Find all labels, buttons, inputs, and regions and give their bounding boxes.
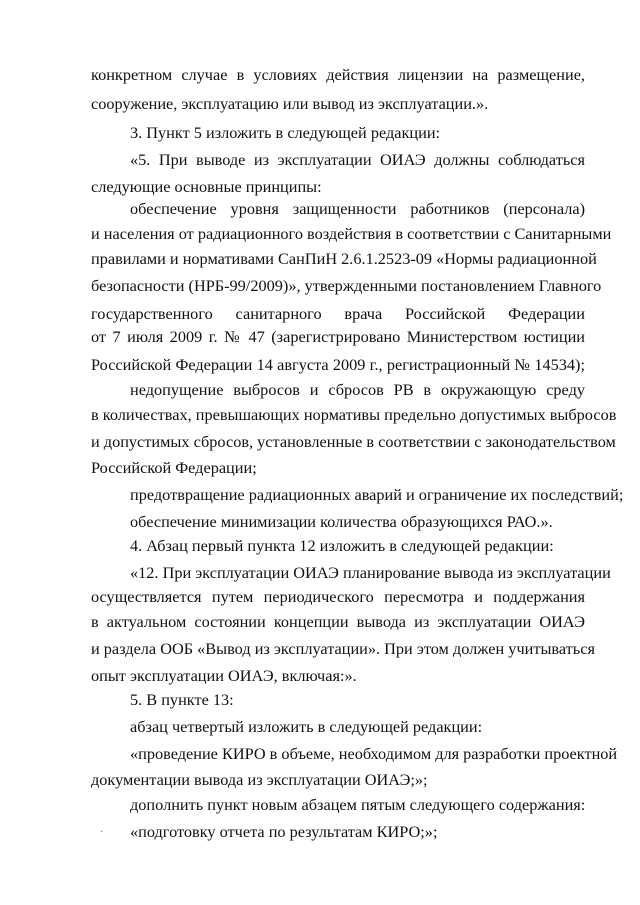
text-line: конкретном случае в условиях действия лицензии на размещение, bbox=[91, 65, 585, 84]
text-line: «5. При выводе из эксплуатации ОИАЭ должны соблюдаться bbox=[130, 150, 585, 169]
text-line: «подготовку отчета по результатам КИРО;»; bbox=[130, 822, 438, 841]
text-line: обеспечение уровня защищенности работников (персонала) bbox=[130, 199, 585, 218]
text-line: и раздела ООБ «Вывод из эксплуатации». При этом должен учитываться bbox=[91, 639, 595, 658]
scan-mark: · bbox=[100, 827, 104, 838]
text-line: в количествах, превышающих нормативы предельно допустимых выбросов bbox=[91, 405, 617, 424]
text-line: 3. Пункт 5 изложить в следующей редакции: bbox=[130, 123, 441, 142]
text-line: 4. Абзац первый пункта 12 изложить в следующей редакции: bbox=[130, 536, 554, 555]
text-line: опыт эксплуатации ОИАЭ, включая:». bbox=[91, 666, 357, 685]
text-line: следующие основные принципы: bbox=[91, 177, 322, 196]
text-line: в актуальном состоянии концепции вывода из эксплуатации ОИАЭ bbox=[91, 612, 585, 631]
text-line: и населения от радиационного воздействия в соответствии с Санитарными bbox=[91, 224, 612, 243]
text-line: документации вывода из эксплуатации ОИАЭ;»; bbox=[91, 770, 428, 789]
text-line: дополнить пункт новым абзацем пятым следующего содержания: bbox=[130, 795, 586, 814]
text-line: Российской Федерации; bbox=[91, 458, 257, 477]
text-line: предотвращение радиационных аварий и ограничение их последствий; bbox=[130, 485, 624, 504]
text-line: безопасности (НРБ-99/2009)», утвержденными постановлением Главного bbox=[91, 276, 602, 295]
text-line: осуществляется путем периодического пересмотра и поддержания bbox=[91, 587, 585, 606]
text-line: от 7 июля 2009 г. № 47 (зарегистрировано Министерством юстиции bbox=[91, 327, 585, 346]
text-line: Российской Федерации 14 августа 2009 г., регистрационный № 14534); bbox=[91, 355, 585, 374]
text-line: недопущение выбросов и сбросов РВ в окружающую среду bbox=[130, 380, 585, 399]
text-line: «проведение КИРО в объеме, необходимом для разработки проектной bbox=[130, 744, 618, 763]
text-line: «12. При эксплуатации ОИАЭ планирование вывода из эксплуатации bbox=[130, 563, 611, 582]
text-line: 5. В пункте 13: bbox=[130, 690, 234, 709]
text-line: государственного санитарного врача Российской Федерации bbox=[91, 304, 585, 323]
text-line: и допустимых сбросов, установленные в соответствии с законодательством bbox=[91, 432, 616, 451]
text-line: абзац четвертый изложить в следующей редакции: bbox=[130, 717, 483, 736]
text-line: сооружение, эксплуатацию или вывод из эксплуатации.». bbox=[91, 94, 489, 113]
text-line: обеспечение минимизации количества образующихся РАО.». bbox=[130, 512, 553, 531]
text-line: правилами и нормативами СанПиН 2.6.1.2523-09 «Нормы радиационной bbox=[91, 249, 597, 268]
